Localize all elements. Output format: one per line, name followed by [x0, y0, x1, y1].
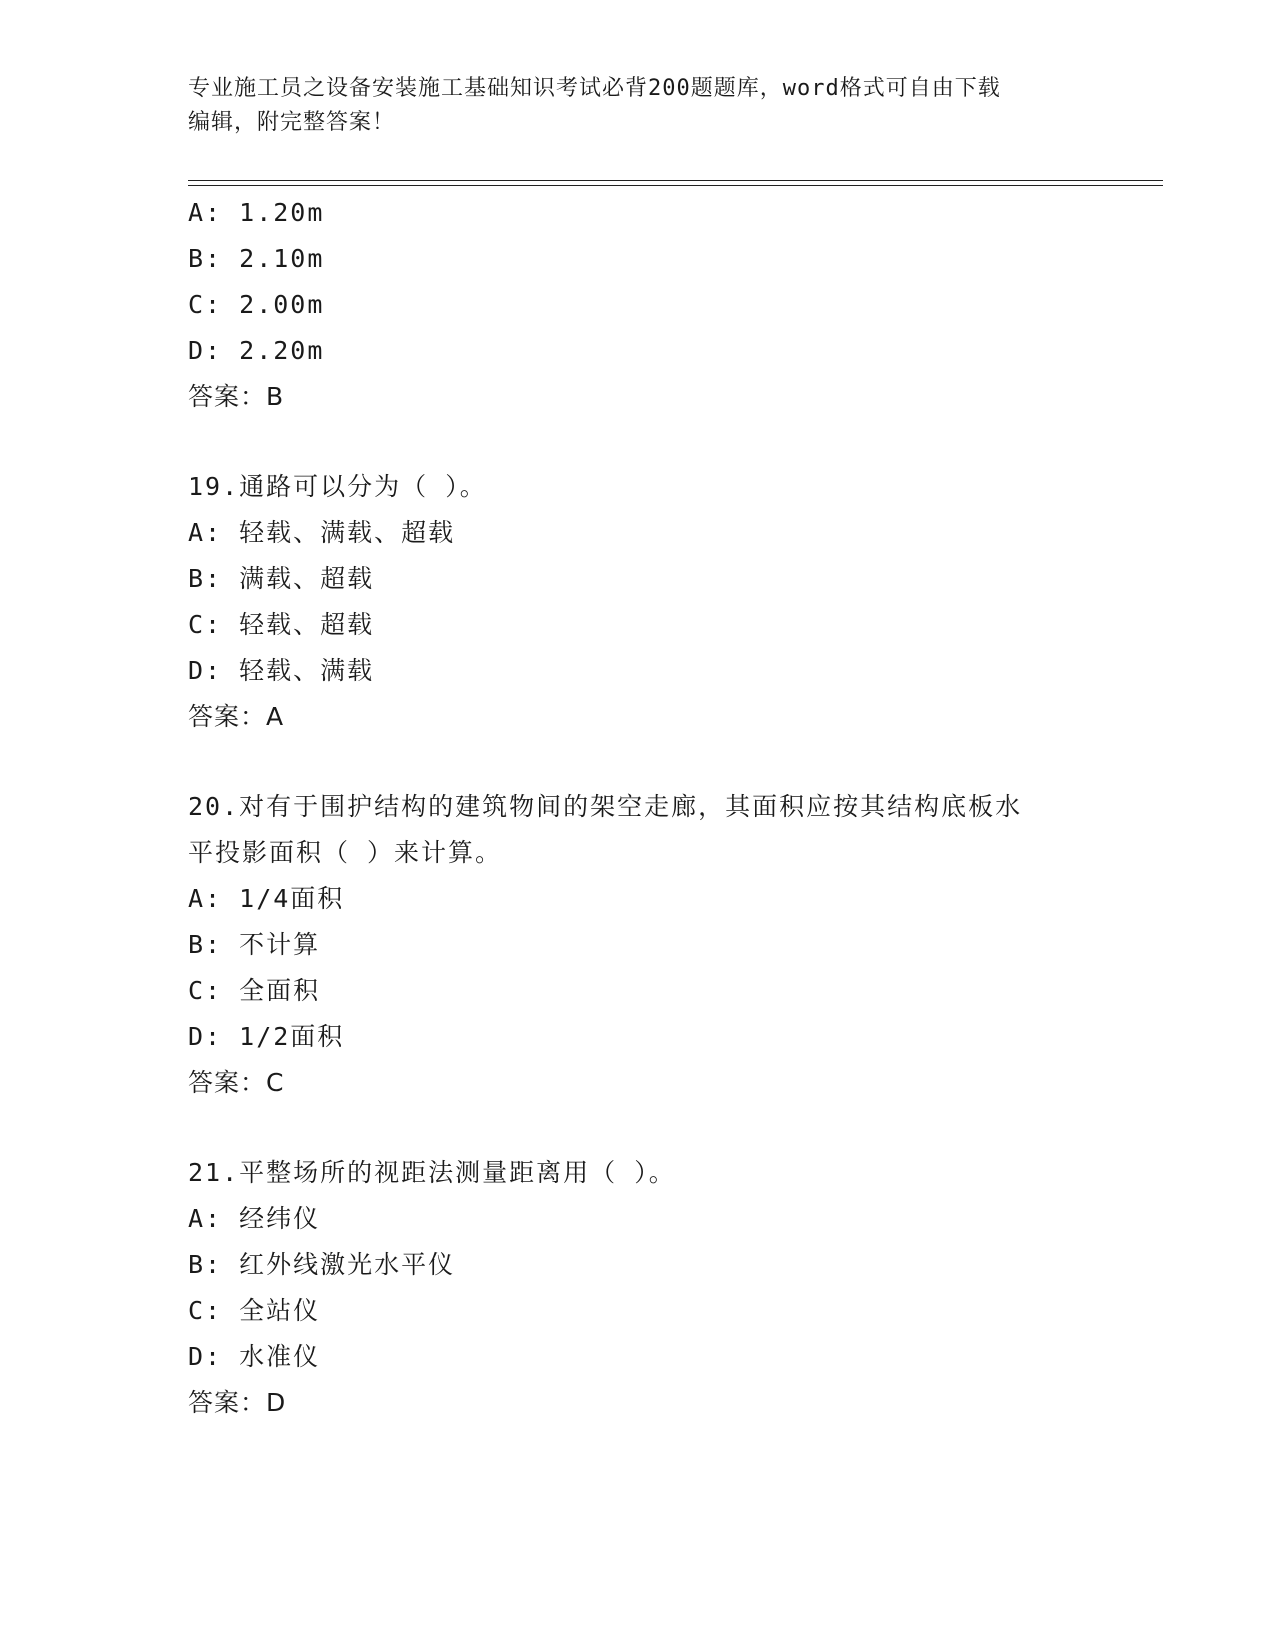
question-text: 21.平整场所的视距法测量距离用（ ）。 — [188, 1158, 676, 1187]
question-21 — [188, 1150, 1088, 1426]
answer-line: 答案：B — [188, 382, 285, 411]
document-header — [188, 72, 1088, 140]
option-d: D: 水准仪 — [188, 1342, 321, 1371]
option-d: D: 轻载、满载 — [188, 656, 375, 685]
option-b: B: 不计算 — [188, 930, 321, 959]
question-text-line-2: 平投影面积（ ）来计算。 — [188, 838, 503, 867]
option-a: A: 经纬仪 — [188, 1204, 321, 1233]
spacer — [188, 1106, 1088, 1150]
option-c: C: 全站仪 — [188, 1296, 321, 1325]
question-list — [188, 190, 1088, 1426]
answer-line: 答案：C — [188, 1068, 285, 1097]
spacer — [188, 740, 1088, 784]
option-c: C: 全面积 — [188, 976, 321, 1005]
question-text-line-1: 20.对有于围护结构的建筑物间的架空走廊，其面积应按其结构底板水 — [188, 792, 1023, 821]
question-text: 19.通路可以分为（ ）。 — [188, 472, 487, 501]
option-b: B: 红外线激光水平仪 — [188, 1250, 456, 1279]
option-c: C: 2.00m — [188, 290, 325, 319]
option-c: C: 轻载、超载 — [188, 610, 375, 639]
option-a: A: 轻载、满载、超载 — [188, 518, 456, 547]
option-a: A: 1/4面积 — [188, 884, 345, 913]
header-title-line-1: 专业施工员之设备安装施工基础知识考试必背200题题库，word格式可自由下载 — [188, 76, 1001, 101]
question-20 — [188, 784, 1088, 1106]
header-divider-top — [188, 180, 1163, 181]
option-b: B: 2.10m — [188, 244, 325, 273]
option-d: D: 1/2面积 — [188, 1022, 345, 1051]
question-19 — [188, 464, 1088, 740]
header-title-line-2: 编辑，附完整答案！ — [188, 110, 396, 135]
answer-line: 答案：D — [188, 1388, 287, 1417]
option-b: B: 满载、超载 — [188, 564, 375, 593]
header-divider-bottom — [188, 185, 1163, 186]
spacer — [188, 420, 1088, 464]
question-18 — [188, 190, 1088, 420]
option-a: A: 1.20m — [188, 198, 325, 227]
option-d: D: 2.20m — [188, 336, 325, 365]
answer-line: 答案：A — [188, 702, 285, 731]
